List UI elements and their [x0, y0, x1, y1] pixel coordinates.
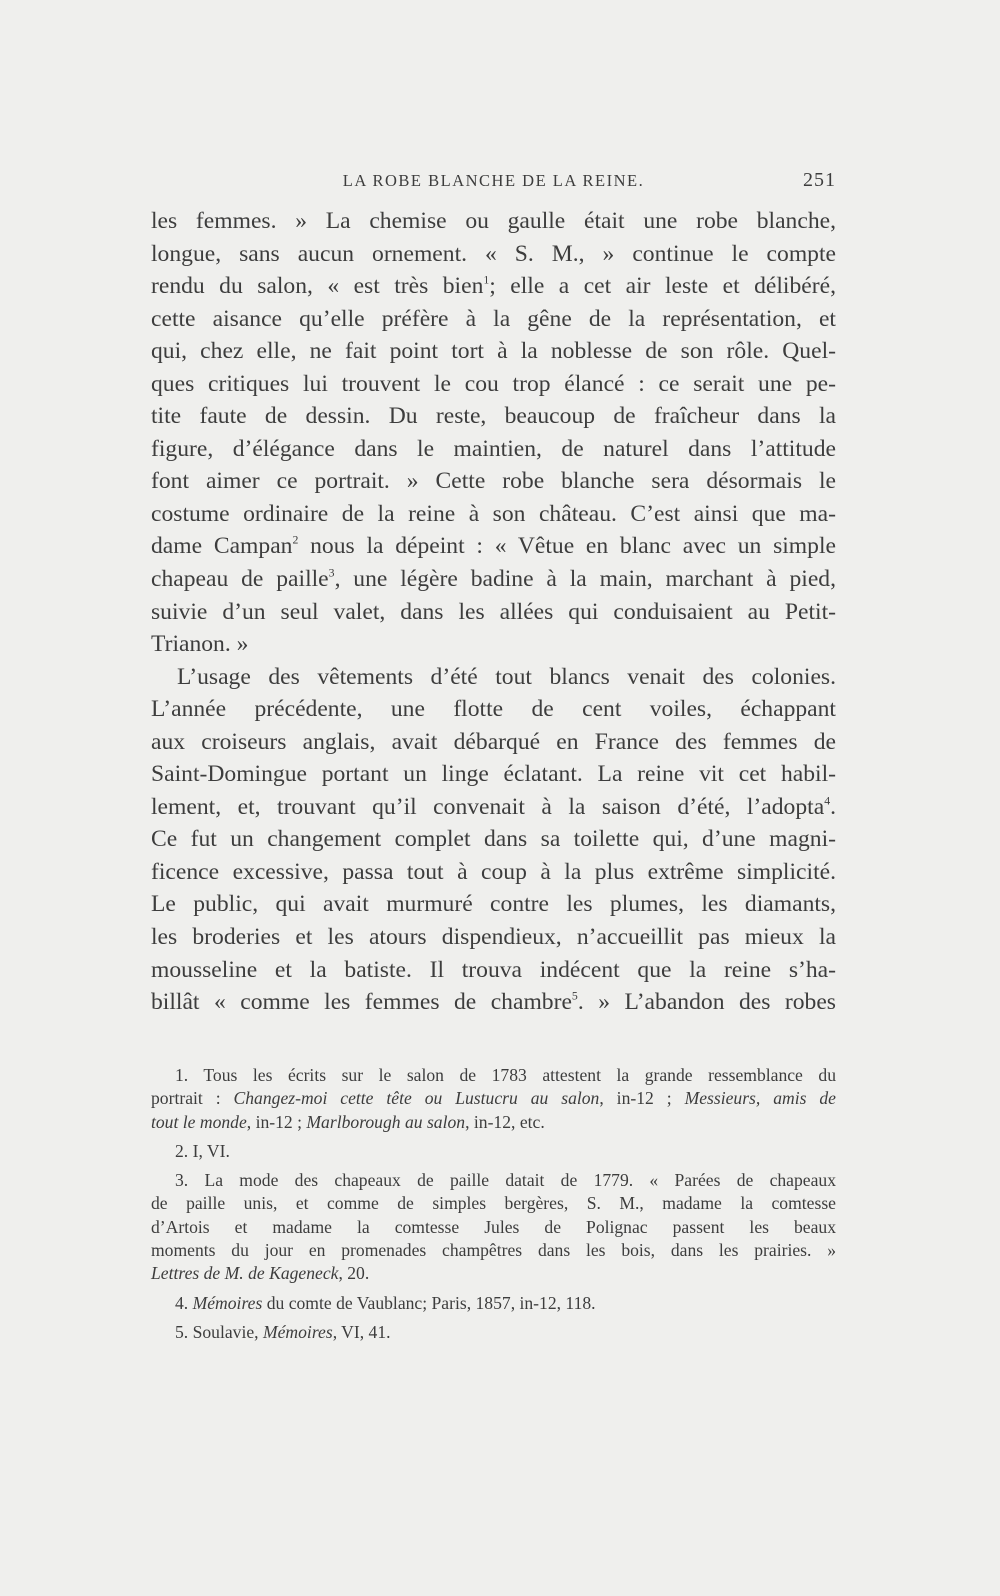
text-line: les femmes. » La chemise ou gaulle était une robe blanche,: [151, 208, 836, 234]
text-fragment: rendu du salon, « est très bien: [151, 273, 484, 300]
text-line: longue, sans aucun ornement. « S. M., » continue le compte: [151, 240, 836, 267]
text-fragment: , une légère badine à la main, marchant à pied,: [334, 566, 836, 593]
footnote-line: [151, 1321, 836, 1344]
text-line: [151, 986, 836, 1019]
text-line: [151, 791, 836, 824]
text-fragment: ; elle a cet air leste et délibéré,: [489, 273, 836, 300]
text-fragment: dame Campan: [151, 533, 293, 560]
footnote-ref: 1: [483, 272, 490, 287]
footnote-line: [151, 1262, 836, 1285]
text-fragment: nous la dépeint : « Vêtue en blanc avec un simple: [298, 533, 836, 560]
footnote-4: [151, 1292, 836, 1315]
work-title: Marlborough au salon: [306, 1111, 466, 1132]
text-fragment: .: [830, 793, 836, 820]
footnote-line: [151, 1087, 836, 1110]
footnotes: [151, 1064, 836, 1344]
footnote-line: d’Artois et madame la comtesse Jules de Polignac passent les beaux: [151, 1216, 836, 1237]
text-line: Ce fut un changement complet dans sa toilette qui, d’une magni-: [151, 826, 836, 853]
text-line: [151, 270, 836, 303]
text-line: cette aisance qu’elle préfère à la gêne de la représentation, et: [151, 305, 836, 332]
text-fragment: du comte de Vaublanc; Paris, 1857, in-12, 118.: [262, 1292, 596, 1313]
text-line: Saint-Domingue portant un linge éclatant. La reine vit cet habil-: [151, 761, 836, 788]
text-fragment: , 20.: [338, 1263, 370, 1284]
text-fragment: portrait :: [151, 1088, 234, 1109]
text-fragment: billât « comme les femmes de chambre: [151, 989, 572, 1016]
text-line: Le public, qui avait murmuré contre les plumes, les diamants,: [151, 891, 836, 918]
running-head: [151, 171, 836, 195]
text-line: [151, 563, 836, 596]
text-fragment: . » L’abandon des robes: [577, 989, 836, 1016]
work-title: tout le monde: [151, 1111, 247, 1132]
text-line: tite faute de dessin. Du reste, beaucoup de fraîcheur dans la: [151, 403, 836, 430]
text-line: aux croiseurs anglais, avait débarqué en France des femmes de: [151, 728, 836, 755]
main-text: [151, 205, 836, 1019]
page-number: 251: [803, 169, 836, 191]
footnote-ref: 4: [824, 793, 831, 808]
text-fragment: chapeau de paille: [151, 566, 329, 593]
text-line: figure, d’élégance dans le maintien, de naturel dans l’attitude: [151, 435, 836, 462]
footnote-3: [151, 1169, 836, 1285]
text-fragment: , in-12 ;: [246, 1111, 307, 1132]
text-line: font aimer ce portrait. » Cette robe blanche sera désormais le: [151, 468, 836, 495]
footnote-5: [151, 1321, 836, 1344]
work-title: Messieurs, amis de: [684, 1088, 836, 1109]
text-fragment: 4.: [175, 1292, 193, 1313]
text-fragment: , in-12, etc.: [465, 1111, 545, 1132]
text-fragment: , VI, 41.: [332, 1321, 391, 1342]
footnote-ref: 5: [571, 988, 578, 1003]
footnote-ref: 2: [292, 533, 299, 548]
footnote-line: de paille unis, et comme de simples bergères, S. M., madame la comtesse: [151, 1193, 836, 1214]
footnote-line: [151, 1111, 836, 1134]
footnote-ref: 3: [328, 565, 335, 580]
footnote-line: [151, 1292, 836, 1315]
work-title: Mémoires: [262, 1321, 333, 1342]
text-line: L’usage des vêtements d’été tout blancs venait des colonies.: [177, 663, 836, 690]
work-title: Changez-moi cette tête ou Lustucru au salon: [233, 1088, 600, 1109]
text-line: ficence excessive, passa tout à coup à la plus extrême simplicité.: [151, 858, 836, 885]
text-line: qui, chez elle, ne fait point tort à la noblesse de son rôle. Quel-: [151, 338, 836, 365]
footnote-line: 2. I, VI.: [175, 1140, 230, 1161]
text-fragment: , in-12 ;: [599, 1088, 685, 1109]
text-line: ques critiques lui trouvent le cou trop élancé : ce serait une pe-: [151, 370, 836, 397]
footnote-line: moments du jour en promenades champêtres dans les bois, dans les prairies. »: [151, 1240, 836, 1261]
work-title: Lettres de M. de Kageneck: [151, 1263, 339, 1284]
footnote-2: [151, 1140, 836, 1163]
text-line: costume ordinaire de la reine à son château. C’est ainsi que ma-: [151, 500, 836, 527]
footnote-line: 1. Tous les écrits sur le salon de 1783 attestent la grande ressemblance du: [175, 1065, 836, 1085]
text-line: suivie d’un seul valet, dans les allées qui conduisaient au Petit-: [151, 598, 836, 625]
work-title: Mémoires: [192, 1292, 263, 1313]
text-line: [151, 530, 836, 563]
text-line: Trianon. »: [151, 631, 249, 658]
footnote-line: 3. La mode des chapeaux de paille datait de 1779. « Parées de chapeaux: [175, 1170, 836, 1191]
text-line: mousseline et la batiste. Il trouva indécent que la reine s’ha-: [151, 956, 836, 983]
text-fragment: 5. Soulavie,: [175, 1321, 263, 1342]
running-title: LA ROBE BLANCHE DE LA REINE.: [342, 171, 645, 190]
text-fragment: lement, et, trouvant qu’il convenait à la saison d’été, l’adopta: [151, 793, 825, 820]
footnote-1: [151, 1064, 836, 1134]
text-line: les broderies et les atours dispendieux, n’accueillit pas mieux la: [151, 924, 836, 951]
text-line: L’année précédente, une flotte de cent voiles, échappant: [151, 696, 836, 723]
